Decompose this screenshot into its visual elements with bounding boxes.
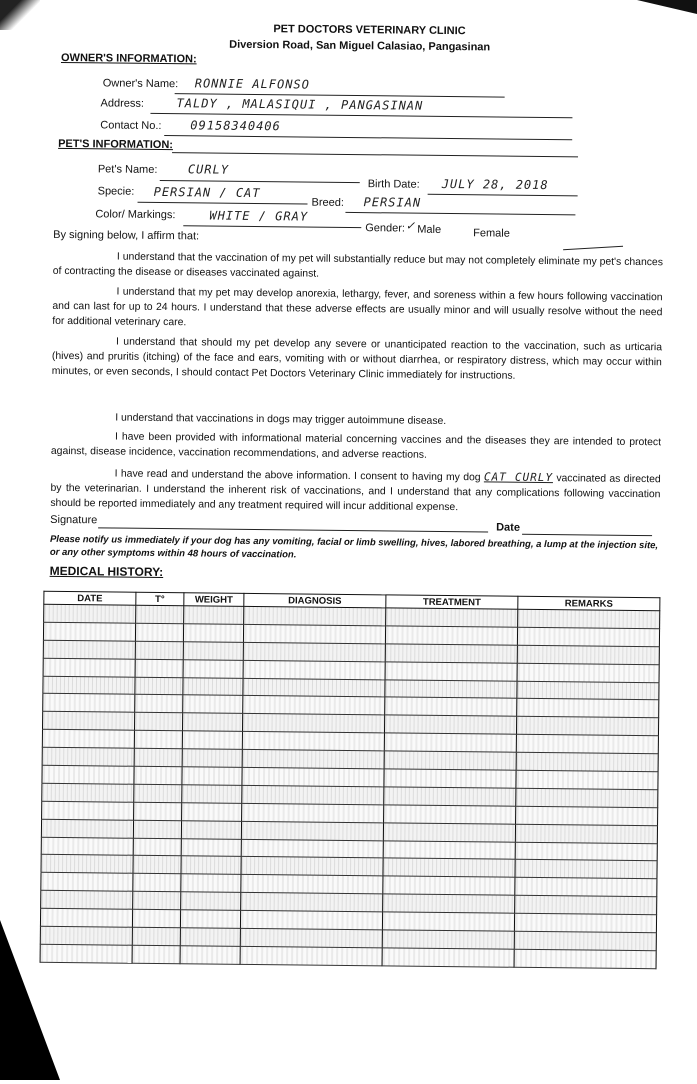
gender-label: Gender: [365,222,406,235]
table-cell[interactable] [517,663,659,682]
table-cell[interactable] [40,926,132,945]
table-cell[interactable] [41,819,133,838]
table-cell[interactable] [517,681,659,700]
table-cell[interactable] [516,752,658,771]
table-cell[interactable] [181,820,241,839]
birth-date-value[interactable]: JULY 28, 2018 [441,176,549,193]
table-cell[interactable] [385,697,517,716]
color-markings-label: Color/ Markings: [95,208,176,222]
table-cell[interactable] [243,624,385,643]
table-cell[interactable] [384,769,516,788]
table-cell[interactable] [132,927,180,945]
affirm-paragraph-4: I understand that vaccinations in dogs may trigger autoimmune disease. [115,412,447,428]
table-cell[interactable] [134,713,182,731]
table-cell[interactable] [182,731,242,750]
table-cell[interactable] [133,874,181,892]
pet-name-line [160,180,360,183]
table-cell[interactable] [42,730,134,749]
table-cell[interactable] [386,608,518,627]
table-cell[interactable] [517,699,659,718]
color-markings-value[interactable]: WHITE / GRAY [209,208,309,224]
table-cell[interactable] [515,878,657,897]
table-cell[interactable] [43,640,135,659]
owner-contact-line [164,135,572,140]
owner-section-title: OWNER'S INFORMATION: [60,51,197,66]
table-cell[interactable] [240,946,382,965]
table-cell[interactable] [382,948,514,967]
table-cell[interactable] [134,784,182,802]
table-cell[interactable] [240,911,382,930]
table-cell[interactable] [180,910,240,929]
consent-text-start: I have read and understand the above information. I consent to having my dog [114,468,481,484]
birth-date-line [428,194,578,197]
table-cell[interactable] [515,824,657,843]
table-cell[interactable] [40,944,132,963]
column-header-weight: WEIGHT [184,593,244,607]
table-cell[interactable] [135,641,183,659]
table-cell[interactable] [181,856,241,875]
pet-name-value[interactable]: CURLY [187,162,230,177]
table-cell[interactable] [518,609,660,628]
table-cell[interactable] [42,747,134,766]
date-label: Date [496,521,521,534]
clinic-address: Diversion Road, San Miguel Calasiao, Pangasinan [229,38,491,54]
column-header-diagnosis: DIAGNOSIS [244,593,386,607]
table-cell[interactable] [241,857,383,876]
table-cell[interactable] [180,928,240,947]
table-cell[interactable] [242,803,384,822]
affirm-intro: By signing below, I affirm that: [53,228,200,243]
table-cell[interactable] [241,821,383,840]
table-cell[interactable] [242,732,384,751]
table-cell[interactable] [133,856,181,874]
table-cell[interactable] [132,945,180,963]
table-cell[interactable] [40,908,132,927]
table-cell[interactable] [44,604,136,623]
table-cell[interactable] [135,695,183,713]
table-cell[interactable] [517,645,659,664]
table-cell[interactable] [42,783,134,802]
table-cell[interactable] [182,767,242,786]
table-cell[interactable] [181,838,241,857]
pen-stroke [563,246,623,251]
table-cell[interactable] [135,623,183,641]
table-cell[interactable] [43,676,135,695]
affirm-paragraph-6 [50,465,660,517]
table-cell[interactable] [42,712,134,731]
table-cell[interactable] [182,749,242,768]
table-cell[interactable] [180,946,240,965]
table-cell[interactable] [383,876,515,895]
date-line[interactable] [522,534,652,536]
breed-label: Breed: [311,196,345,209]
table-cell[interactable] [41,855,133,874]
table-cell[interactable] [384,787,516,806]
table-cell[interactable] [182,803,242,822]
signature-label: Signature [50,513,98,527]
specie-value[interactable]: PERSIAN / CAT [153,184,261,201]
table-cell[interactable] [182,713,242,732]
medical-history-title: MEDICAL HISTORY: [49,563,164,580]
affirm-paragraph-1: I understand that the vaccination of my pet will substantially reduce but may not completely eliminate my pet's chances of contracting the disease or diseases vaccinated against. [52,251,663,280]
table-cell[interactable] [383,894,515,913]
table-cell[interactable] [133,838,181,856]
table-cell[interactable] [134,766,182,784]
table-cell[interactable] [384,733,516,752]
color-markings-line [183,225,361,228]
table-cell[interactable] [242,785,384,804]
gender-check-mark[interactable]: ✓ [406,218,416,234]
table-cell[interactable] [181,874,241,893]
table-cell[interactable] [244,606,386,625]
table-cell[interactable] [385,626,517,645]
table-cell[interactable] [243,642,385,661]
table-cell[interactable] [41,891,133,910]
table-cell[interactable] [517,627,659,646]
table-cell[interactable] [514,949,656,968]
table-cell[interactable] [242,714,384,733]
medical-history-table [40,591,661,969]
consent-pet-name[interactable]: CAT CURLY [483,470,554,485]
affirm-paragraph-5: I have been provided with informational material concerning vaccines and the diseases they are intended to protect against, disease incidence, vaccination recommendations, and adverse reactions. [50,431,662,461]
table-cell[interactable] [516,788,658,807]
table-cell[interactable] [516,770,658,789]
affirm-paragraph-3: I understand that should my pet develop any severe or unanticipated reaction to the vaccination, such as urticaria (hives) and pruritis (itching) of the face and ears, vomiting with or without diarrhea, or respiratory distress, which may occur within minutes, or even seconds, I should contact Pet Doctors Veterinary Clinic immediately for instructions. [51,336,663,382]
table-cell[interactable] [383,858,515,877]
medical-history-rows [40,604,660,968]
table-cell[interactable] [134,802,182,820]
table-cell[interactable] [514,913,656,932]
table-cell[interactable] [43,694,135,713]
specie-label: Specie: [97,185,135,198]
table-cell[interactable] [183,677,243,696]
breed-value[interactable]: PERSIAN [363,195,422,210]
table-cell[interactable] [136,605,184,623]
affirm-paragraph-2: I understand that my pet may develop anorexia, lethargy, fever, and soreness within a few hours following vaccination and can last for up to 24 hours. I understand that these adverse effects are usually minor and will usually resolve without the need for additional veterinary care. [52,286,663,329]
column-header-remarks: REMARKS [518,596,660,610]
table-cell[interactable] [183,695,243,714]
table-cell[interactable] [135,659,183,677]
table-cell[interactable] [243,678,385,697]
table-cell[interactable] [241,875,383,894]
table-cell[interactable] [242,767,384,786]
table-cell[interactable] [133,891,181,909]
table-cell[interactable] [515,842,657,861]
table-cell[interactable] [183,642,243,661]
table-cell[interactable] [241,893,383,912]
pet-section-line [172,152,578,157]
specie-line [138,202,308,205]
table-cell[interactable] [243,660,385,679]
table-cell[interactable] [383,823,515,842]
table-cell[interactable] [384,751,516,770]
table-cell[interactable] [41,873,133,892]
table-cell[interactable] [182,785,242,804]
owner-name-label: Owner's Name: [102,77,179,91]
table-cell[interactable] [515,860,657,879]
table-cell[interactable] [384,715,516,734]
table-cell[interactable] [385,679,517,698]
table-cell[interactable] [385,644,517,663]
table-cell[interactable] [183,659,243,678]
column-header-treatment: TREATMENT [386,595,518,609]
owner-name-value[interactable]: RONNIE ALFONSO [194,76,310,92]
owner-address-line [150,113,572,118]
table-cell[interactable] [516,717,658,736]
table-cell[interactable] [241,839,383,858]
table-cell[interactable] [384,805,516,824]
table-cell[interactable] [42,765,134,784]
notify-notice: Please notify us immediately if your dog has any vomiting, facial or limb swelling, hives, labored breathing, a lump at the injection site, or any other symptoms within 48 hours of vaccination. [49,533,659,561]
table-cell[interactable] [183,624,243,643]
consent-text-end: vaccinated as directed by the veterinarian. I understand the inherent risk of vaccinations, and I understand that any complications following vaccination should be reported immediately and any treatment required will incur additional expense. [50,473,661,514]
birth-date-label: Birth Date: [367,178,420,191]
table-cell[interactable] [43,622,135,641]
gender-female-option[interactable]: Female [473,227,510,240]
table-cell[interactable] [184,606,244,625]
owner-contact-value[interactable]: 09158340406 [190,118,281,134]
table-cell[interactable] [132,909,180,927]
table-cell[interactable] [181,892,241,911]
clinic-name: PET DOCTORS VETERINARY CLINIC [273,23,466,38]
table-cell[interactable] [514,931,656,950]
table-cell[interactable] [382,912,514,931]
table-cell[interactable] [43,658,135,677]
table-cell[interactable] [243,696,385,715]
table-cell[interactable] [516,734,658,753]
table-cell[interactable] [133,820,181,838]
table-cell[interactable] [42,801,134,820]
column-header-temperature: T° [136,592,184,606]
column-header-date: DATE [44,591,136,605]
owner-address-label: Address: [100,97,145,110]
gender-male-option[interactable]: Male [417,223,442,236]
breed-line [345,212,575,215]
pet-section-title: PET'S INFORMATION: [58,137,174,152]
table-cell[interactable] [516,806,658,825]
table-cell[interactable] [385,662,517,681]
table-cell[interactable] [242,750,384,769]
signature-line[interactable] [98,527,488,532]
table-cell[interactable] [382,930,514,949]
pet-name-label: Pet's Name: [97,163,158,176]
owner-address-value[interactable]: TALDY , MALASIQUI , PANGASINAN [176,96,424,113]
table-cell[interactable] [240,928,382,947]
table-cell[interactable] [383,840,515,859]
owner-contact-label: Contact No.: [100,119,162,133]
table-cell[interactable] [41,837,133,856]
table-cell[interactable] [134,730,182,748]
table-cell[interactable] [515,895,657,914]
table-cell[interactable] [135,677,183,695]
table-cell[interactable] [134,748,182,766]
